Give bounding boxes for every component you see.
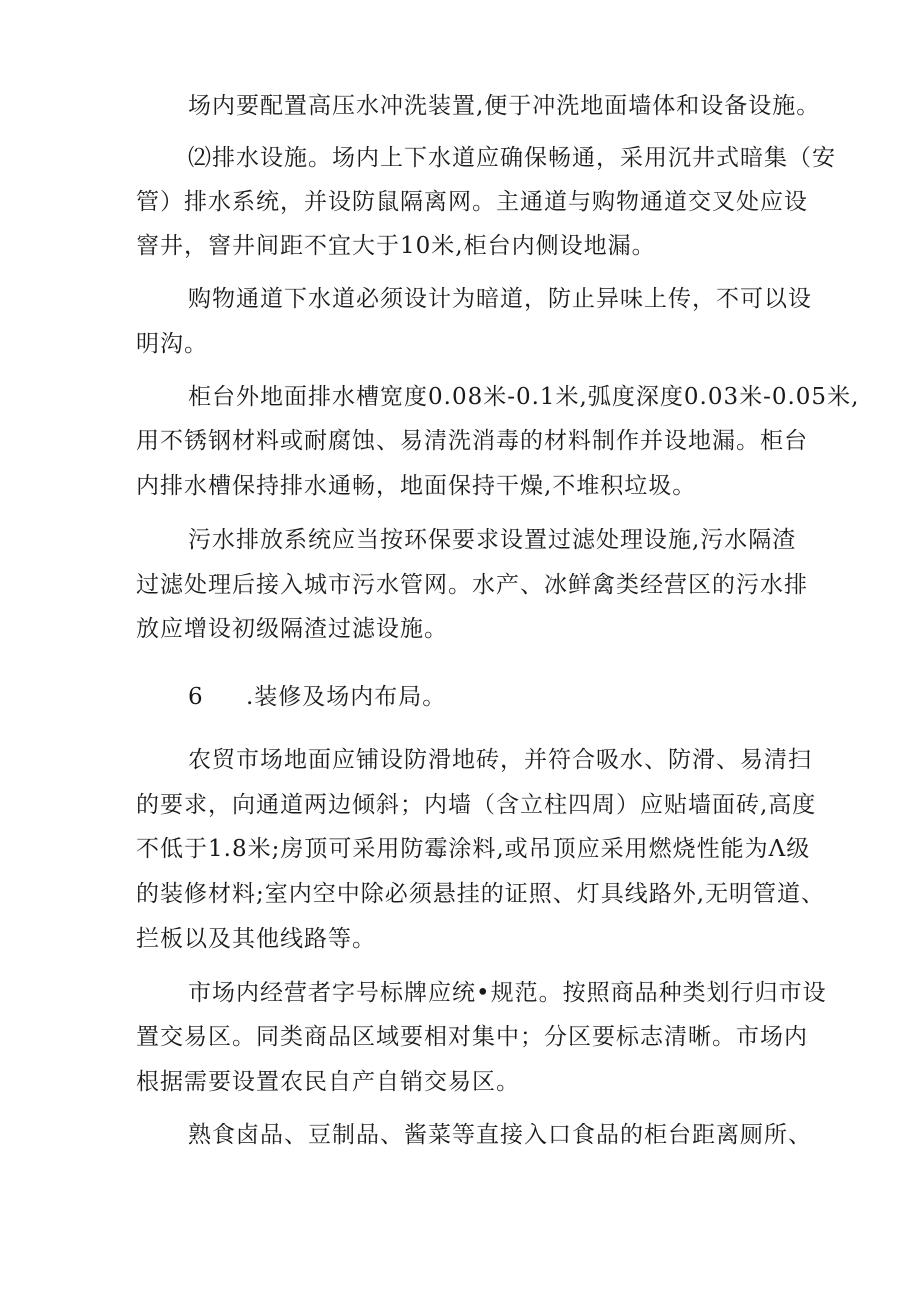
text-line: 根据需要设置农民自产自销交易区。 bbox=[136, 1069, 520, 1095]
text-line: 拦板以及其他线路等。 bbox=[136, 926, 376, 952]
section-title: .装修及场内布局。 bbox=[246, 684, 447, 710]
text-line: ⑵排水设施。场内上下水道应确保畅通，采用沉井式暗集（安 bbox=[188, 145, 836, 171]
text-line: 熟食卤品、豆制品、酱菜等直接入口食品的柜台距离厕所、 bbox=[188, 1122, 812, 1148]
text-line: 的装修材料;室内空中除必须悬挂的证照、灯具线路外,无明管道、 bbox=[136, 881, 826, 907]
text-line: 柜台外地面排水槽宽度0.08米-0.1米,弧度深度0.03米-0.05米, bbox=[188, 384, 860, 410]
text-line: 的要求，向通道两边倾斜；内墙（含立柱四周）应贴墙面砖,高度 bbox=[136, 792, 817, 818]
text-line: 市场内经营者字号标牌应统•规范。按照商品种类划行归市设 bbox=[188, 980, 827, 1006]
text-line: 内排水槽保持排水通畅，地面保持干燥,不堆积垃圾。 bbox=[136, 473, 697, 499]
text-line: 明沟。 bbox=[136, 331, 208, 357]
text-line: 置交易区。同类商品区域要相对集中；分区要标志清晰。市场内 bbox=[136, 1024, 808, 1050]
text-line: 污水排放系统应当按环保要求设置过滤处理设施,污水隔渣 bbox=[188, 527, 797, 553]
text-line: 过滤处理后接入城市污水管网。水产、冰鲜禽类经营区的污水排 bbox=[136, 572, 808, 598]
text-line: 农贸市场地面应铺设防滑地砖，并符合吸水、防滑、易清扫 bbox=[188, 747, 812, 773]
text-line: 用不锈钢材料或耐腐蚀、易清洗消毒的材料制作并设地漏。柜台 bbox=[136, 428, 808, 454]
section-number: 6 bbox=[188, 684, 203, 710]
text-line: 放应增设初级隔渣过滤设施。 bbox=[136, 616, 448, 642]
text-line: 管）排水系统，并设防鼠隔离网。主通道与购物通道交叉处应设 bbox=[136, 189, 808, 215]
text-line: 窨井，窨井间距不宜大于10米,柜台内侧设地漏。 bbox=[136, 233, 656, 259]
text-line: 不低于1.8米;房顶可采用防霉涂料,或吊顶应采用燃烧性能为Λ级 bbox=[136, 836, 811, 862]
text-line: 购物通道下水道必须设计为暗道，防止异味上传，不可以设 bbox=[188, 286, 812, 312]
text-line: 场内要配置高压水冲洗装置,便于冲洗地面墙体和设备设施。 bbox=[188, 93, 821, 119]
